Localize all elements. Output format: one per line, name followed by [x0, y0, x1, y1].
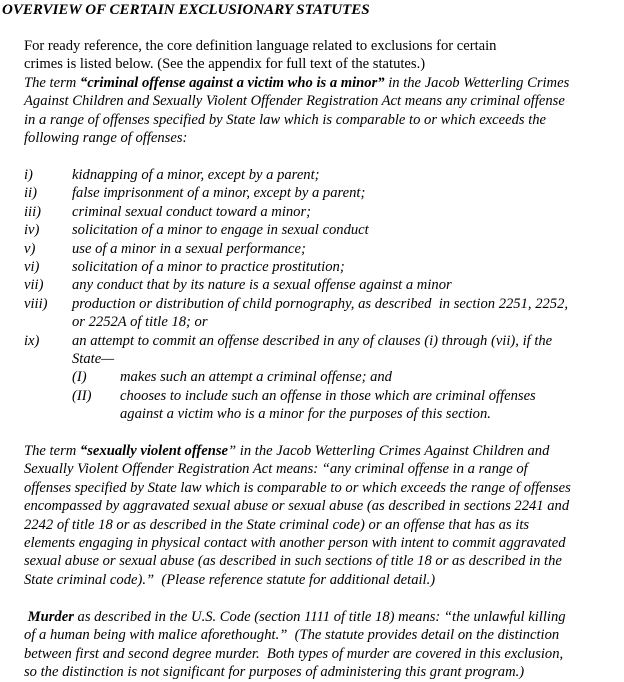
- list-item-text: use of a minor in a sexual performance;: [72, 240, 306, 257]
- definition-first-line: [24, 442, 624, 460]
- intro-paragraph: [24, 37, 584, 74]
- definition-line: State criminal code).” (Please reference statute for additional detail.): [24, 571, 436, 588]
- list-item: [24, 184, 624, 202]
- intro-line: For ready reference, the core definition language related to exclusions for certain: [24, 38, 497, 54]
- list-item-text: production or distribution of child pornography, as described in section 2251, 2252,: [72, 295, 569, 312]
- list-item-text: kidnapping of a minor, except by a parent;: [72, 167, 320, 183]
- sub-clause-number: (II): [72, 387, 92, 404]
- defined-term: “criminal offense against a victim who is a minor”: [79, 75, 385, 91]
- definition-line: encompassed by aggravated sexual abuse or sexual abuse (as described in sections 2241 and: [24, 498, 570, 515]
- definition-line: in a range of offenses specified by State law which is comparable to or which exceeds the: [24, 111, 547, 128]
- definition-line: Sexually Violent Offender Registration Act means: “any criminal offense in a range of: [24, 461, 528, 478]
- list-item: [24, 332, 624, 369]
- list-item-number: iv): [24, 222, 40, 239]
- definition-sexually-violent-offense: [24, 442, 624, 589]
- list-item-text: false imprisonment of a minor, except by a parent;: [72, 185, 366, 202]
- sub-clause-text: chooses to include such an offense in those which are criminal offenses: [120, 387, 536, 404]
- definition-text: ” in the Jacob Wetterling Crimes Against Children and: [228, 443, 550, 459]
- intro-line: crimes is listed below. (See the appendix for full text of the statutes.): [24, 56, 426, 73]
- list-item-text: solicitation of a minor to engage in sexual conduct: [72, 222, 369, 239]
- list-item: [24, 203, 624, 221]
- list-item-text: criminal sexual conduct toward a minor;: [72, 203, 312, 220]
- definition-murder: [24, 608, 624, 682]
- list-item-number: ix): [24, 332, 40, 349]
- definition-line: between first and second degree murder. Both types of murder are covered in this exclusion,: [24, 645, 564, 662]
- sub-clause-text: makes such an attempt a criminal offense; and: [120, 369, 392, 386]
- list-item-text: or 2252A of title 18; or: [72, 314, 208, 331]
- definition-line: offenses specified by State law which is comparable to or which exceeds the range of offenses: [24, 479, 571, 496]
- list-item-number: v): [24, 240, 36, 257]
- list-item-number: vi): [24, 259, 40, 276]
- list-item-text: solicitation of a minor to practice prostitution;: [72, 259, 345, 276]
- list-item: [24, 240, 624, 258]
- definition-line: 2242 of title 18 or as described in the State criminal code) or an offense that has as its: [24, 516, 530, 533]
- definition-line: sexual abuse or sexual abuse (as described in such sections of title 18 or as described in the: [24, 553, 562, 570]
- offense-list: [24, 166, 624, 424]
- document-title: OVERVIEW OF CERTAIN EXCLUSIONARY STATUTES: [2, 2, 370, 18]
- list-item-text: an attempt to commit an offense described in any of clauses (i) through (vii), if the: [72, 332, 553, 349]
- sub-clause-number: (I): [72, 369, 87, 386]
- definition-line: elements engaging in physical contact with another person with intent to commit aggravated: [24, 535, 566, 552]
- list-item: [24, 221, 624, 239]
- list-item-number: i): [24, 167, 33, 183]
- definition-first-line: [24, 74, 624, 92]
- sub-clause: [24, 387, 624, 424]
- list-item: [24, 276, 624, 294]
- definition-first-line: [24, 608, 624, 626]
- definition-line: Against Children and Sexually Violent Offender Registration Act means any criminal offense: [24, 93, 565, 110]
- definition-lead: The term: [24, 75, 80, 91]
- sub-clause: [24, 368, 624, 386]
- list-item: [24, 166, 624, 184]
- list-item: [24, 295, 624, 332]
- list-item-number: iii): [24, 203, 42, 220]
- definition-criminal-offense-minor: [24, 74, 624, 148]
- definition-line: so the distinction is not significant for purposes of administering this grant program.): [24, 664, 525, 681]
- sub-clause-text: against a victim who is a minor for the purposes of this section.: [120, 406, 491, 423]
- list-item-number: vii): [24, 277, 44, 294]
- list-item: [24, 258, 624, 276]
- definition-line: following range of offenses:: [24, 130, 188, 147]
- defined-term: Murder: [27, 609, 74, 625]
- list-item-text: any conduct that by its nature is a sexual offense against a minor: [72, 277, 452, 294]
- list-item-number: ii): [24, 185, 37, 202]
- defined-term: “sexually violent offense: [79, 443, 229, 459]
- definition-text: in the Jacob Wetterling Crimes: [384, 75, 570, 91]
- definition-text: as described in the U.S. Code (section 1111 of title 18) means: “the unlawful killing: [73, 609, 566, 625]
- list-item-text: State—: [72, 351, 115, 368]
- definition-lead: The term: [24, 443, 80, 459]
- definition-line: of a human being with malice aforethought.” (The statute provides detail on the distinction: [24, 627, 560, 644]
- list-item-number: viii): [24, 295, 48, 312]
